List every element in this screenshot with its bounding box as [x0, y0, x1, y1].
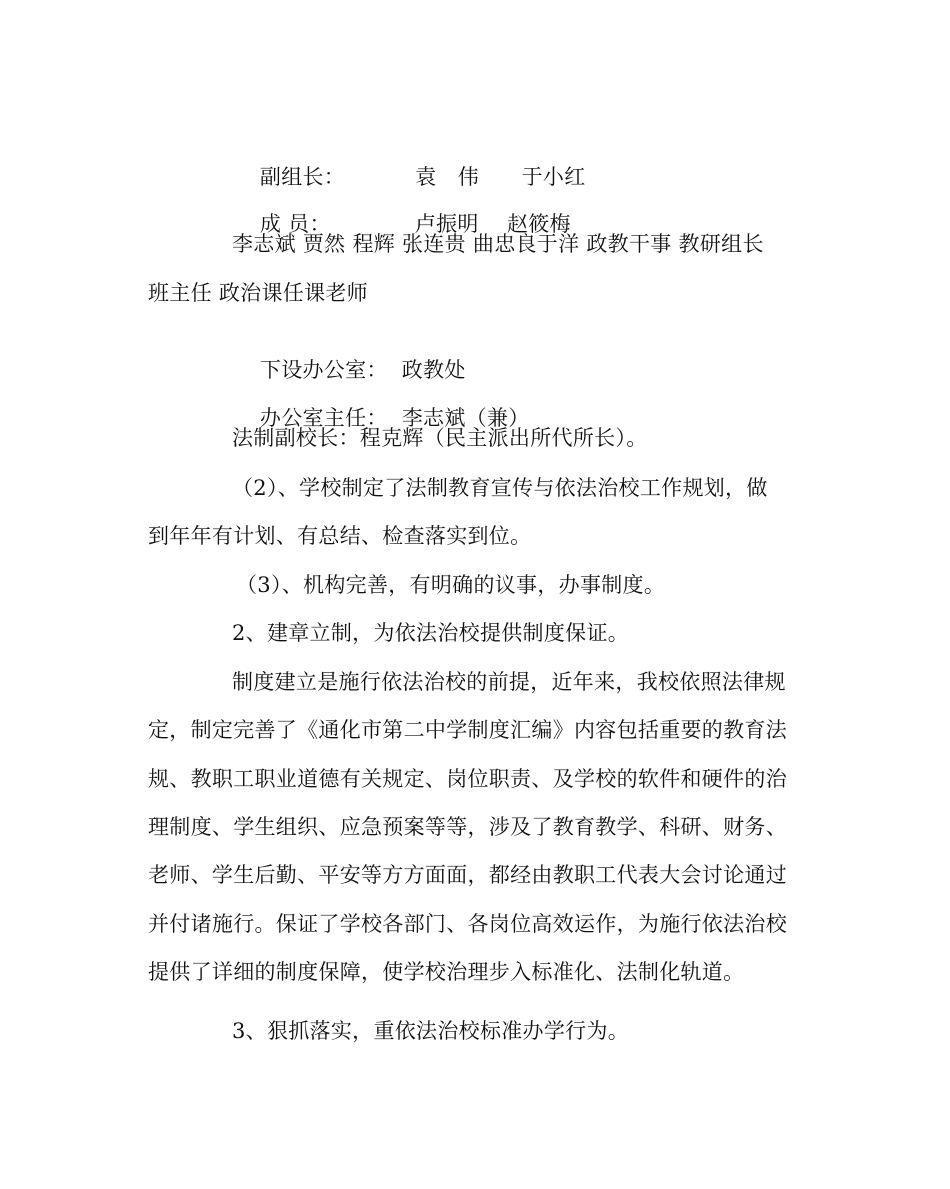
section-3-heading: 3、狠抓落实，重依法治校标准办学行为。 — [232, 1019, 630, 1043]
section-2-body-line-7: 提供了详细的制度保障，使学校治理步入标准化、法制化轨道。 — [148, 960, 745, 984]
office-label: 下设办公室： — [259, 358, 388, 382]
vice-leader-names: 袁 伟 于小红 — [415, 165, 586, 189]
section-2-heading: 2、建章立制，为依法治校提供制度保证。 — [232, 621, 630, 645]
director-value: 李志斌（兼） — [401, 406, 530, 430]
section-2-body-line-6: 并付诸施行。保证了学校各部门、各岗位高效运作，为施行依法治校 — [148, 912, 787, 936]
section-2-body-line-4: 理制度、学生组织、应急预案等等，涉及了教育教学、科研、财务、 — [148, 815, 787, 839]
section-2-body-line-1: 制度建立是施行依法治校的前提，近年来，我校依照法律规 — [232, 670, 786, 694]
section-2-body-line-2: 定，制定完善了《通化市第二中学制度汇编》内容包括重要的教育法 — [148, 718, 787, 742]
member-list-line-1: 李志斌 贾然 程辉 张连贵 曲忠良于洋 政教干事 教研组长 — [232, 232, 764, 256]
item-2-line-2: 到年年有计划、有总结、检查落实到位。 — [148, 524, 532, 548]
item-3-line: （3）、机构完善，有明确的议事，办事制度。 — [236, 573, 666, 597]
legal-vice-principal-line: 法制副校长：程克辉（民主派出所代所长）。 — [232, 426, 648, 450]
director-label: 办公室主任： — [259, 406, 388, 430]
section-2-body-line-3: 规、教职工职业道德有关规定、岗位职责、及学校的软件和硬件的治 — [148, 767, 787, 791]
members-label: 成 员： — [259, 212, 331, 236]
member-list-line-2: 班主任 政治课任课老师 — [148, 281, 368, 305]
section-2-body-line-5: 老师、学生后勤、平安等方方面面，都经由教职工代表大会讨论通过 — [148, 863, 787, 887]
members-names: 卢振明 赵筱梅 — [414, 212, 571, 236]
item-2-line-1: （2）、学校制定了法制教育宣传与依法治校工作规划，做 — [232, 476, 768, 500]
office-value: 政教处 — [401, 358, 466, 382]
vice-leader-label: 副组长： — [259, 165, 346, 189]
